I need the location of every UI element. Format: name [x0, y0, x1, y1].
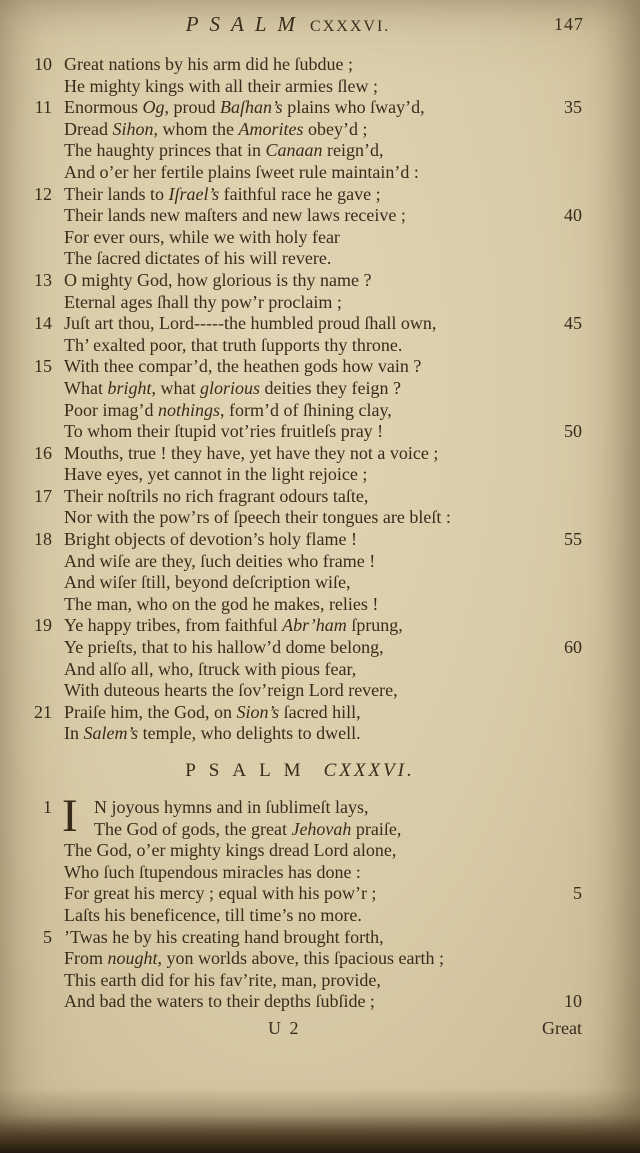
line-text: Their lands to Iſrael’s faithful race he gave ; [64, 183, 381, 204]
page-edge-shadow [0, 1089, 640, 1153]
verse-number [0, 862, 52, 884]
verse-line [0, 119, 640, 141]
line-number: 35 [564, 97, 582, 118]
line-text: To whom their ſtupid vot’ries fruitleſs pray ! [64, 421, 384, 442]
verse-number [0, 378, 52, 400]
line-number [552, 162, 582, 184]
psalm-136-heading-title: PSALM [185, 760, 314, 781]
verse-line [0, 702, 640, 724]
line-number: 50 [564, 421, 582, 442]
verse-number [0, 905, 52, 927]
line-number [552, 378, 582, 400]
verse-line [0, 529, 640, 551]
verse-line [0, 905, 640, 927]
verse-number: 17 [34, 485, 52, 506]
verse-line [0, 551, 640, 573]
line-number [552, 335, 582, 357]
verse-line [0, 594, 640, 616]
running-head-psalm-number: CXXXVI. [310, 18, 391, 35]
line-number [552, 615, 582, 637]
verse-line [0, 421, 640, 443]
line-text: The ſacred dictates of his will revere. [64, 248, 332, 269]
verse-line [0, 292, 640, 314]
verse-number: 11 [34, 97, 52, 118]
line-number [552, 948, 582, 970]
line-number [552, 702, 582, 724]
verse-number: 14 [34, 313, 52, 334]
line-number [552, 443, 582, 465]
line-text: Laſts his beneficence, till time’s no more. [64, 904, 362, 925]
verse-line [0, 184, 640, 206]
verse-number: 13 [34, 269, 52, 290]
line-text: The haughty princes that in Canaan reign’d, [64, 140, 384, 161]
verse-number [0, 227, 52, 249]
line-text: Th’ exalted poor, that truth ſupports thy throne. [64, 334, 403, 355]
line-number [552, 184, 582, 206]
running-head-center [0, 12, 640, 37]
line-text: Their lands new maſters and new laws receive ; [64, 205, 406, 226]
verse-number [0, 948, 52, 970]
psalm-136-lines [0, 797, 640, 1013]
page-number: 147 [554, 14, 584, 34]
line-number [552, 227, 582, 249]
verse-number: 12 [34, 183, 52, 204]
line-number: 55 [564, 529, 582, 550]
line-number [552, 819, 582, 841]
verse-number [0, 819, 52, 841]
line-number: 10 [564, 991, 582, 1012]
line-number [552, 507, 582, 529]
line-text: The God of gods, the great Jehovah praiſe, [94, 818, 402, 839]
line-number [552, 140, 582, 162]
verse-number [0, 551, 52, 573]
line-text: With duteous hearts the ſov’reign Lord revere, [64, 680, 398, 701]
verse-line [0, 464, 640, 486]
verse-line [0, 378, 640, 400]
verse-line [0, 797, 640, 819]
line-text: O mighty God, how glorious is thy name ? [64, 269, 372, 290]
verse-number [0, 507, 52, 529]
verse-number: 21 [34, 701, 52, 722]
line-text: And wiſer ſtill, beyond deſcription wiſe, [64, 572, 351, 593]
line-text: With thee compar’d, the heathen gods how vain ? [64, 356, 422, 377]
line-text: Have eyes, yet cannot in the light rejoice ; [64, 464, 368, 485]
line-text: From nought, yon worlds above, this ſpacious earth ; [64, 948, 444, 969]
verse-number [0, 248, 52, 270]
verse-number [0, 335, 52, 357]
verse-number [0, 594, 52, 616]
verse-number [0, 421, 52, 443]
running-head-title: PSALM [185, 12, 307, 36]
verse-line [0, 162, 640, 184]
psalm-136-body [0, 790, 640, 1013]
verse-line [0, 883, 640, 905]
line-text: ’Twas he by his creating hand brought forth, [64, 926, 384, 947]
verse-number [0, 464, 52, 486]
verse-number [0, 723, 52, 745]
line-text: And wiſe are they, ſuch deities who frame ! [64, 550, 376, 571]
drop-cap: I [62, 790, 78, 842]
line-number [552, 905, 582, 927]
verse-line [0, 270, 640, 292]
verse-line [0, 819, 640, 841]
verse-number: 19 [34, 615, 52, 636]
line-text: Ye prieſts, that to his hallow’d dome belong, [64, 637, 384, 658]
verse-line [0, 862, 640, 884]
verse-line [0, 970, 640, 992]
line-text: Juſt art thou, Lord-----the humbled proud ſhall own, [64, 313, 437, 334]
verse-number [0, 205, 52, 227]
line-text: Mouths, true ! they have, yet have they not a voice ; [64, 442, 439, 463]
line-number [552, 464, 582, 486]
line-text: In Salem’s temple, who delights to dwell. [64, 723, 361, 744]
line-text: Enormous Og, proud Baſhan’s plains who ſway’d, [64, 97, 425, 118]
verse-number [0, 991, 52, 1013]
line-number: 40 [564, 205, 582, 226]
psalm-136-heading [24, 760, 576, 782]
line-text: Ye happy tribes, from faithful Abr’ham ſprung, [64, 615, 403, 636]
verse-line [0, 443, 640, 465]
line-number [552, 723, 582, 745]
page-footer [0, 1018, 640, 1044]
line-text: Praiſe him, the God, on Sion’s ſacred hill, [64, 701, 361, 722]
verse-line [0, 991, 640, 1013]
line-number: 60 [564, 637, 582, 658]
line-text: Eternal ages ſhall thy pow’r proclaim ; [64, 291, 342, 312]
verse-line [0, 927, 640, 949]
verse-number [0, 572, 52, 594]
verse-number: 10 [34, 54, 52, 74]
verse-line [0, 615, 640, 637]
line-number [552, 551, 582, 573]
verse-number [0, 970, 52, 992]
verse-line [0, 356, 640, 378]
verse-line [0, 248, 640, 270]
line-text: Nor with the pow’rs of ſpeech their tongues are bleſt : [64, 507, 451, 528]
line-text: The man, who on the god he makes, relies ! [64, 593, 379, 614]
verse-line [0, 76, 640, 98]
verse-line [0, 680, 640, 702]
line-number [552, 840, 582, 862]
line-number [552, 119, 582, 141]
verse-line [0, 572, 640, 594]
verse-line [0, 840, 640, 862]
verse-number: 18 [34, 529, 52, 550]
verse-number [0, 659, 52, 681]
verse-line [0, 313, 640, 335]
verse-line [0, 140, 640, 162]
verse-line [0, 507, 640, 529]
verse-number: 15 [34, 356, 52, 377]
verse-number [0, 292, 52, 314]
running-head [0, 0, 640, 46]
line-number [552, 76, 582, 98]
verse-number: 5 [43, 926, 52, 947]
line-number [552, 572, 582, 594]
line-text: For great his mercy ; equal with his pow’r ; [64, 883, 377, 904]
line-text: This earth did for his fav’rite, man, provide, [64, 969, 381, 990]
line-number [552, 270, 582, 292]
line-text: Their noſtrils no rich fragrant odours taſte, [64, 485, 369, 506]
line-number [552, 862, 582, 884]
line-text: What bright, what glorious deities they feign ? [64, 377, 401, 398]
line-text: Poor imag’d nothings, form’d of ſhining clay, [64, 399, 392, 420]
psalm-136-heading-number: CXXXVI. [323, 760, 415, 781]
line-number [552, 797, 582, 819]
line-text: Bright objects of devotion’s holy flame ! [64, 529, 357, 550]
verse-line [0, 54, 640, 76]
line-number: 5 [573, 883, 582, 904]
verse-number [0, 883, 52, 905]
catchword: Great [542, 1017, 582, 1038]
line-text: Who ſuch ſtupendous miracles has done : [64, 861, 361, 882]
line-number [552, 248, 582, 270]
verse-number [0, 140, 52, 162]
verse-number: 16 [34, 442, 52, 463]
line-text: N joyous hymns and in ſublimeſt lays, [94, 797, 369, 817]
line-text: And alſo all, who, ſtruck with pious fear, [64, 658, 357, 679]
verse-number [0, 680, 52, 702]
verse-line [0, 205, 640, 227]
line-text: For ever ours, while we with holy fear [64, 226, 340, 247]
line-number [552, 659, 582, 681]
line-number [552, 594, 582, 616]
verse-line [0, 400, 640, 422]
line-number [552, 927, 582, 949]
verse-number [0, 840, 52, 862]
line-number [552, 400, 582, 422]
line-number [552, 356, 582, 378]
line-text: The God, o’er mighty kings dread Lord alone, [64, 840, 397, 861]
line-text: He mighty kings with all their armies ſlew ; [64, 75, 378, 96]
verse-number [0, 637, 52, 659]
verse-line [0, 948, 640, 970]
verse-line [0, 637, 640, 659]
verse-line [0, 659, 640, 681]
verse-number [0, 76, 52, 98]
line-text: Dread Sihon, whom the Amorites obey’d ; [64, 118, 368, 139]
verse-number [0, 119, 52, 141]
line-number [552, 54, 582, 76]
line-number [552, 486, 582, 508]
line-number [552, 680, 582, 702]
verse-line [0, 227, 640, 249]
verse-line [0, 335, 640, 357]
line-text: Great nations by his arm did he ſubdue ; [64, 54, 353, 74]
verse-number [0, 162, 52, 184]
line-text: And bad the waters to their depths ſubſide ; [64, 991, 375, 1012]
verse-line [0, 486, 640, 508]
line-number [552, 292, 582, 314]
line-text: And o’er her fertile plains ſweet rule maintain’d : [64, 161, 419, 182]
signature-mark: U 2 [268, 1017, 301, 1038]
verse-line [0, 723, 640, 745]
line-number [552, 970, 582, 992]
psalm-135-continuation [0, 54, 640, 745]
line-number: 45 [564, 313, 582, 334]
verse-number [0, 400, 52, 422]
verse-number: 1 [43, 797, 52, 817]
verse-line [0, 97, 640, 119]
